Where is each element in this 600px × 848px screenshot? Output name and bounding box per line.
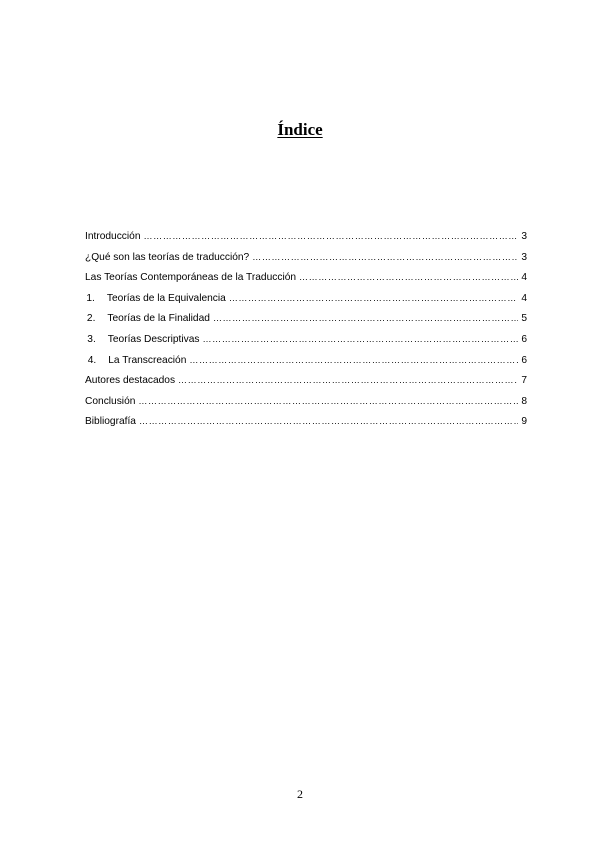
toc-dot-leader [213,308,518,329]
toc-entry-number: 1. [86,292,95,304]
toc-entry-page: 8 [521,395,527,407]
toc-entry-label: Teorías de la Finalidad [107,313,210,325]
toc-dot-leader [252,247,518,268]
toc-entry-page: 6 [521,354,527,366]
toc-entry[interactable] [85,391,527,412]
toc-entry-label: Introducción [85,231,141,242]
toc-entry-number: 4. [87,354,97,366]
toc-entry-label: ¿Qué son las teorías de traducción? [85,251,250,263]
page-title: Índice [277,120,323,139]
toc-entry-page: 7 [521,375,527,387]
toc-entry[interactable] [85,350,527,371]
toc-entry-page: 3 [521,231,527,242]
toc-entry[interactable] [85,329,527,350]
toc-entry[interactable] [85,226,527,247]
toc-entry[interactable] [85,411,527,432]
toc-entry-page: 9 [521,416,527,428]
toc-entry-page: 4 [521,292,527,304]
toc-entry-number: 2. [86,313,96,325]
toc-entry-page: 4 [521,272,527,284]
toc-dot-leader [299,267,518,288]
toc-dot-leader [144,226,519,247]
page-number: 2 [297,787,303,801]
toc-entry-number: 3. [87,333,96,345]
toc-entry[interactable] [85,247,527,268]
toc-dot-leader [189,350,518,371]
toc-entry-label: La Transcreación [108,354,187,366]
toc-dot-leader [229,288,519,309]
toc-entry-page: 3 [521,251,527,263]
toc-dot-leader [203,329,519,350]
toc-entry-label: Las Teorías Contemporáneas de la Traducción [85,272,297,284]
toc-dot-leader [138,391,518,412]
toc-entry[interactable] [85,288,527,309]
toc-entry[interactable] [85,370,527,391]
toc-entry-page: 6 [521,333,527,345]
toc-entry-label: Bibliografía [85,416,136,428]
toc-entry-label: Teorías Descriptivas [107,333,200,345]
toc-entry[interactable] [85,267,527,288]
toc-entry-page: 5 [521,313,527,325]
toc-dot-leader [139,411,518,432]
toc-entry-label: Conclusión [85,395,136,407]
toc-entry-label: Autores destacados [85,375,176,387]
toc-dot-leader [178,370,518,391]
toc-entry[interactable] [85,308,527,329]
table-of-contents [85,226,527,432]
toc-entry-label: Teorías de la Equivalencia [106,292,226,304]
